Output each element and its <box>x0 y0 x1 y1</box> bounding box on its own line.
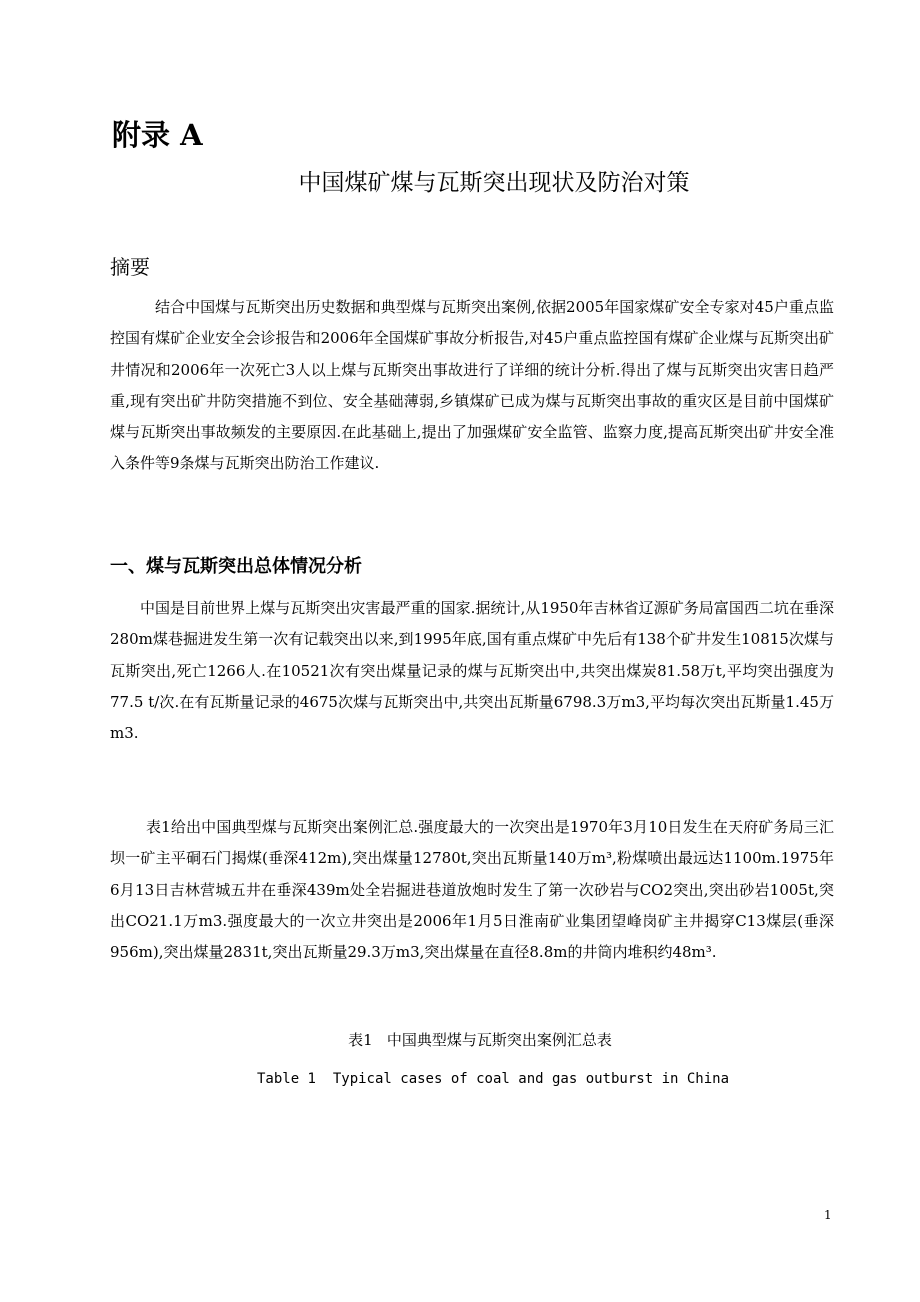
appendix-title: 附录 A <box>112 118 203 152</box>
table-caption-english: Table 1 Typical cases of coal and gas outburst in China <box>256 1071 729 1087</box>
table-caption-chinese: 表1 中国典型煤与瓦斯突出案例汇总表 <box>348 1031 612 1049</box>
page-number: 1 <box>824 1208 832 1222</box>
document-title: 中国煤矿煤与瓦斯突出现状及防治对策 <box>298 170 690 196</box>
abstract-heading: 摘要 <box>110 255 150 279</box>
body-paragraph: 中国是目前世界上煤与瓦斯突出灾害最严重的国家.据统计,从1950年吉林省辽源矿务局富国西二坑在垂深280m煤巷掘进发生第一次有记载突出以来,到1995年底,国有重点煤矿中先后有138个矿井发生10815次煤与瓦斯突出,死亡1266人.在10521次有突出煤量记录的煤与瓦斯突出中,共突出煤炭81.58万t,平均突出强度为77.5 t/次.在有瓦斯量记录的4675次煤与瓦斯突出中,共突出瓦斯量6798.3万m3,平均每次突出瓦斯量1.45万m3. <box>110 599 834 743</box>
section-heading: 一、煤与瓦斯突出总体情况分析 <box>110 556 362 577</box>
body-paragraph: 表1给出中国典型煤与瓦斯突出案例汇总.强度最大的一次突出是1970年3月10日发生在天府矿务局三汇坝一矿主平硐石门揭煤(垂深412m),突出煤量12780t,突出瓦斯量140万m³,粉煤喷出最远达1100m.1975年6月13日吉林营城五井在垂深439m处全岩掘进巷道放炮时发生了第一次砂岩与CO2突出,突出砂岩1005t,突出CO21.1万m3.强度最大的一次立井突出是2006年1月5日淮南矿业集团望峰岗矿主井揭穿C13煤层(垂深956m),突出煤量2831t,突出瓦斯量29.3万m3,突出煤量在直径8.8m的井筒内堆积约48m³. <box>110 818 834 962</box>
abstract-paragraph: 结合中国煤与瓦斯突出历史数据和典型煤与瓦斯突出案例,依据2005年国家煤矿安全专家对45户重点监控国有煤矿企业安全会诊报告和2006年全国煤矿事故分析报告,对45户重点监控国有煤矿企业煤与瓦斯突出矿井情况和2006年一次死亡3人以上煤与瓦斯突出事故进行了详细的统计分析.得出了煤与瓦斯突出灾害日趋严重,现有突出矿井防突措施不到位、安全基础薄弱,乡镇煤矿已成为煤与瓦斯突出事故的重灾区是目前中国煤矿煤与瓦斯突出事故频发的主要原因.在此基础上,提出了加强煤矿安全监管、监察力度,提高瓦斯突出矿井安全准入条件等9条煤与瓦斯突出防治工作建议. <box>110 298 834 473</box>
